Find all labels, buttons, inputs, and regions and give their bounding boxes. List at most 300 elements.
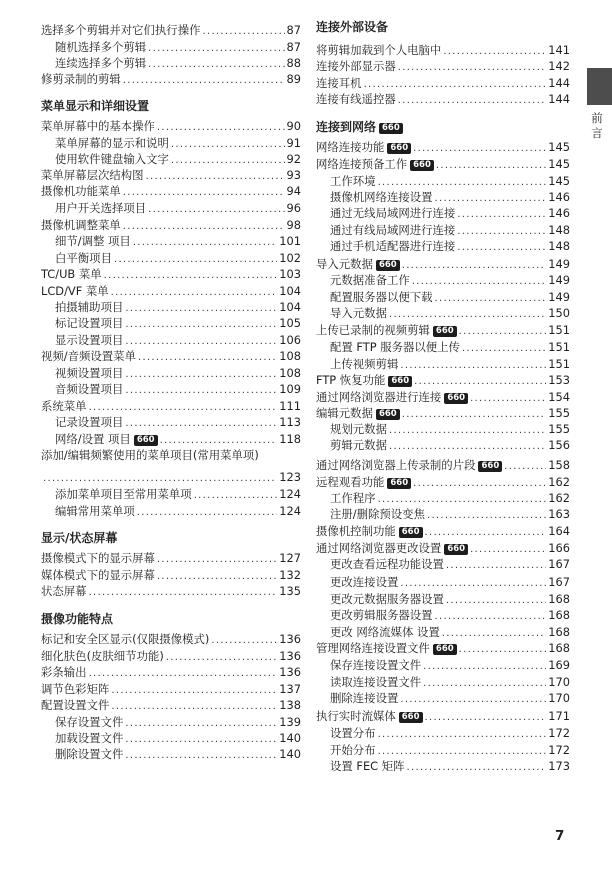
dot-leader <box>43 472 277 485</box>
toc-entry <box>41 167 301 183</box>
dot-leader <box>157 121 285 134</box>
dot-leader <box>146 170 285 183</box>
dot-leader <box>443 45 546 58</box>
dot-leader <box>89 667 278 680</box>
model-badge: 660 <box>387 143 411 154</box>
toc-page-number: 158 <box>548 458 570 472</box>
toc-subentry <box>41 39 301 55</box>
toc-entry-title: 通过网络浏览器更改设置 660 <box>316 541 468 556</box>
toc-entry-title: 通过手机适配器进行连接 <box>330 239 456 253</box>
toc-entry <box>41 550 301 566</box>
toc-page-number: 170 <box>548 675 570 689</box>
toc-subentry <box>41 431 301 447</box>
toc-page-number: 144 <box>548 92 570 106</box>
toc-entry-title: 状态屏幕 <box>41 584 87 598</box>
toc-page-number: 105 <box>279 316 301 330</box>
toc-page-number: 170 <box>548 691 570 705</box>
toc-entry-title: 摄像机功能菜单 <box>41 184 121 198</box>
toc-page-number: 146 <box>548 190 570 204</box>
toc-entry-title: 菜单屏幕层次结构图 <box>41 168 144 182</box>
dot-leader <box>89 401 278 414</box>
dot-leader <box>459 325 547 338</box>
toc-subentry <box>316 624 570 640</box>
toc-page-number: 146 <box>548 206 570 220</box>
dot-leader <box>423 677 546 690</box>
toc-entry <box>316 139 570 155</box>
toc-entry <box>316 389 570 405</box>
toc-entry <box>41 118 301 134</box>
model-badge: 660 <box>134 435 158 446</box>
page-number: 7 <box>555 828 565 844</box>
toc-page-number: 150 <box>548 306 570 320</box>
dot-leader <box>400 693 546 706</box>
toc-entry-title: 显示设置项目 <box>55 333 124 347</box>
toc-page-number: 108 <box>279 349 301 363</box>
toc-page-number: 123 <box>279 470 301 484</box>
toc-page-number: 154 <box>548 390 570 404</box>
toc-page-number: 169 <box>548 658 570 672</box>
toc-entry-title: 执行实时流媒体 660 <box>316 709 423 724</box>
toc-page-number: 173 <box>548 759 570 773</box>
dot-leader <box>504 460 546 473</box>
toc-subentry <box>316 205 570 221</box>
dot-leader <box>194 489 278 502</box>
toc-entry-title: 连接外部显示器 <box>316 59 396 73</box>
toc-subentry <box>316 490 570 506</box>
toc-entry <box>41 681 301 697</box>
toc-subentry <box>316 574 570 590</box>
dot-leader <box>157 570 277 583</box>
dot-leader <box>166 651 277 664</box>
toc-entry-title: 规划元数据 <box>330 422 387 436</box>
toc-page-number: 149 <box>548 257 570 271</box>
toc-page-number: 153 <box>548 373 570 387</box>
toc-page-number: 96 <box>286 201 301 215</box>
model-badge: 660 <box>399 527 423 538</box>
toc-entry <box>316 708 570 724</box>
dot-leader <box>138 351 277 364</box>
toc-subentry <box>316 289 570 305</box>
toc-entry-title: 细化肤色(皮肤细节功能) <box>41 649 164 663</box>
section-heading <box>41 530 301 546</box>
toc-entry-title: 删除设置文件 <box>55 747 124 761</box>
toc-page-number: 140 <box>279 747 301 761</box>
toc-entry-title: 导入元数据 <box>330 306 387 320</box>
toc-subentry <box>316 238 570 254</box>
dot-leader <box>389 424 546 437</box>
toc-entry <box>41 398 301 414</box>
dot-leader <box>425 526 547 539</box>
toc-entry-title: 剪辑元数据 <box>330 438 387 452</box>
toc-entry <box>41 631 301 647</box>
dot-leader <box>148 42 284 55</box>
toc-entry <box>41 664 301 680</box>
dot-leader <box>171 138 285 151</box>
toc-entry-title: 管理网络连接设置文件 660 <box>316 641 457 656</box>
section-heading <box>316 119 570 135</box>
dot-leader <box>400 359 546 372</box>
dot-leader <box>425 711 547 724</box>
model-badge: 660 <box>379 123 403 134</box>
toc-entry-title: 通过网络浏览器进行连接 660 <box>316 390 468 405</box>
toc-page-number: 136 <box>279 632 301 646</box>
dot-leader <box>402 259 547 272</box>
toc-entry-title: 媒体模式下的显示屏幕 <box>41 568 155 582</box>
toc-entry-title: 元数据准备工作 <box>330 273 410 287</box>
toc-page-number: 139 <box>279 715 301 729</box>
toc-page-number: 104 <box>279 284 301 298</box>
toc-page-number: 98 <box>286 218 301 232</box>
dot-leader <box>412 275 547 288</box>
toc-page-number: 171 <box>548 709 570 723</box>
toc-entry <box>316 405 570 421</box>
toc-page-number: 168 <box>548 641 570 655</box>
toc-subentry <box>41 381 301 397</box>
dot-leader <box>470 543 546 556</box>
toc-subentry <box>316 189 570 205</box>
toc-entry-title: 菜单屏幕的显示和说明 <box>55 136 169 150</box>
toc-subentry <box>41 746 301 762</box>
toc-subentry <box>41 233 301 249</box>
toc-entry-title: 开始分布 <box>330 743 376 757</box>
toc-subentry <box>41 503 301 519</box>
section-heading <box>316 19 570 35</box>
toc-page-number: 168 <box>548 625 570 639</box>
toc-page-number: 144 <box>548 76 570 90</box>
toc-page-number: 142 <box>548 59 570 73</box>
toc-subentry <box>41 55 301 71</box>
dot-leader <box>89 586 278 599</box>
toc-entry-title: 通过有线局域网进行连接 <box>330 223 456 237</box>
section-heading-text: 显示/状态屏幕 <box>41 531 118 545</box>
toc-entry-title: 编辑常用菜单项 <box>55 504 135 518</box>
toc-entry-title: 保存连接设置文件 <box>330 658 422 672</box>
toc-entry-title: 记录设置项目 <box>55 415 124 429</box>
toc-entry-title: 摄像模式下的显示屏幕 <box>41 551 155 565</box>
toc-page-number: 111 <box>279 399 301 413</box>
toc-page-number: 118 <box>279 432 301 446</box>
toc-entry-title: 彩条输出 <box>41 665 87 679</box>
toc-page-number: 148 <box>548 223 570 237</box>
toc-entry-title: 读取连接设置文件 <box>330 675 422 689</box>
dot-leader <box>378 493 547 506</box>
toc-page-number: 149 <box>548 290 570 304</box>
toc-entry-title: 更改连接设置 <box>330 575 399 589</box>
toc-entry <box>316 75 570 91</box>
dot-leader <box>123 74 285 87</box>
toc-subentry <box>41 315 301 331</box>
toc-page-number: 93 <box>286 168 301 182</box>
toc-page-number: 141 <box>548 43 570 57</box>
toc-entry-title: 标记和安全区显示(仅限摄像模式) <box>41 632 210 646</box>
toc-subentry <box>316 591 570 607</box>
toc-entry-title: 修剪录制的剪辑 <box>41 72 121 86</box>
dot-leader <box>398 61 547 74</box>
toc-entry-title: 配置 FTP 服务器以便上传 <box>330 340 460 354</box>
toc-entry-title: 视频/音频设置菜单 <box>41 349 136 363</box>
toc-entry <box>41 348 301 364</box>
model-badge: 660 <box>433 326 457 337</box>
toc-page-number: 127 <box>279 551 301 565</box>
toc-page-number: 140 <box>279 731 301 745</box>
toc-entry-title: 保存设置文件 <box>55 715 124 729</box>
toc-entry <box>41 567 301 583</box>
toc-entry-title: 通过无线局域网进行连接 <box>330 206 456 220</box>
toc-entry-title: 用户开关选择项目 <box>55 201 147 215</box>
toc-subentry <box>316 725 570 741</box>
toc-entry-title: 菜单屏幕中的基本操作 <box>41 119 155 133</box>
toc-entry-title: 删除连接设置 <box>330 691 399 705</box>
dot-leader <box>171 154 285 167</box>
toc-entry-title: 使用软件键盘输入文字 <box>55 152 169 166</box>
toc-entry-title: 连接耳机 <box>316 76 362 90</box>
toc-entry <box>316 540 570 556</box>
dot-leader <box>389 308 546 321</box>
dot-leader <box>378 728 547 741</box>
toc-page-number: 166 <box>548 541 570 555</box>
toc-entry-title: 通过网络浏览器上传录制的片段 660 <box>316 458 502 473</box>
toc-entry-title: 细节/调整 项目 <box>55 234 131 248</box>
dot-leader <box>442 627 546 640</box>
toc-page-number: 136 <box>279 649 301 663</box>
toc-subentry <box>316 556 570 572</box>
toc-entry-title: 摄像机网络连接设置 <box>330 190 433 204</box>
toc-subentry <box>41 730 301 746</box>
toc-subentry <box>41 151 301 167</box>
dot-leader <box>148 58 284 71</box>
section-heading-text: 连接外部设备 <box>316 20 389 34</box>
toc-page-number: 167 <box>548 557 570 571</box>
dot-leader <box>462 342 546 355</box>
toc-entry <box>41 583 301 599</box>
toc-page-number: 136 <box>279 665 301 679</box>
dot-leader <box>435 192 547 205</box>
model-badge: 660 <box>433 644 457 655</box>
model-badge: 660 <box>388 376 412 387</box>
model-badge: 660 <box>376 260 400 271</box>
toc-page-number: 172 <box>548 726 570 740</box>
toc-entry <box>41 217 301 233</box>
model-badge: 660 <box>444 393 468 404</box>
toc-subentry <box>41 414 301 430</box>
toc-page-number: 156 <box>548 438 570 452</box>
toc-subentry <box>41 200 301 216</box>
dot-leader <box>125 717 277 730</box>
dot-leader <box>125 302 277 315</box>
toc-page-number: 145 <box>548 157 570 171</box>
dot-leader <box>378 176 547 189</box>
toc-page-number: 149 <box>548 273 570 287</box>
toc-entry-title: 白平衡项目 <box>55 251 112 265</box>
section-label: 前言 <box>591 111 603 140</box>
toc-page-number: 113 <box>279 415 301 429</box>
dot-leader <box>413 142 546 155</box>
toc-page-number: 104 <box>279 300 301 314</box>
toc-entry-title: 拍摄辅助项目 <box>55 300 124 314</box>
toc-entry-title: 加载设置文件 <box>55 731 124 745</box>
dot-leader <box>435 610 547 623</box>
toc-entry-title: 注册/删除预设变焦 <box>330 507 425 521</box>
toc-entry <box>41 697 301 713</box>
toc-page-number: 91 <box>286 136 301 150</box>
toc-page-number: 109 <box>279 382 301 396</box>
dot-leader <box>446 559 546 572</box>
toc-entry <box>316 156 570 172</box>
dot-leader <box>414 375 546 388</box>
toc-page-number: 168 <box>548 592 570 606</box>
model-badge: 660 <box>399 712 423 723</box>
toc-entry-title: 上传视频剪辑 <box>330 357 399 371</box>
toc-entry-title: 随机选择多个剪辑 <box>55 40 147 54</box>
toc-entry-title: 远程观看功能 660 <box>316 475 411 490</box>
toc-entry-title: 更改剪辑服务器设置 <box>330 608 433 622</box>
toc-subentry <box>316 674 570 690</box>
toc-entry-title: 编辑元数据 660 <box>316 406 400 421</box>
toc-subentry <box>41 714 301 730</box>
toc-entry-title: 上传已录制的视频剪辑 660 <box>316 323 457 338</box>
toc-page-number: 155 <box>548 406 570 420</box>
toc-entry-title: 摄像机调整菜单 <box>41 218 121 232</box>
toc-subentry <box>316 437 570 453</box>
toc-subentry <box>316 356 570 372</box>
model-badge: 660 <box>444 544 468 555</box>
dot-leader <box>111 700 277 713</box>
dot-leader <box>125 749 277 762</box>
toc-subentry <box>41 299 301 315</box>
toc-entry-title: FTP 恢复功能 660 <box>316 373 412 388</box>
toc-page-number: 87 <box>286 40 301 54</box>
toc-page-number: 164 <box>548 524 570 538</box>
toc-entry-title: 调节色彩矩阵 <box>41 682 110 696</box>
toc-page-number: 145 <box>548 140 570 154</box>
toc-subentry <box>41 332 301 348</box>
dot-leader <box>436 159 546 172</box>
toc-subentry <box>316 339 570 355</box>
toc-entry <box>316 474 570 490</box>
dot-leader <box>160 434 278 447</box>
toc-page-number: 90 <box>286 119 301 133</box>
dot-leader <box>457 241 546 254</box>
dot-leader <box>435 292 547 305</box>
toc-entry <box>316 322 570 338</box>
model-badge: 660 <box>478 461 502 472</box>
toc-entry <box>316 457 570 473</box>
dot-leader <box>111 684 277 697</box>
toc-subentry <box>316 758 570 774</box>
toc-page-number: 167 <box>548 575 570 589</box>
toc-entry <box>41 183 301 199</box>
toc-entry <box>41 447 301 463</box>
toc-entry-title: 摄像机控制功能 660 <box>316 524 423 539</box>
toc-page-number: 101 <box>279 234 301 248</box>
toc-entry <box>41 283 301 299</box>
toc-page-number: 155 <box>548 422 570 436</box>
dot-leader <box>211 634 277 647</box>
toc-page-number: 145 <box>548 174 570 188</box>
toc-page-number: 151 <box>548 323 570 337</box>
toc-subentry <box>316 607 570 623</box>
toc-subentry <box>316 421 570 437</box>
toc-page-number: 162 <box>548 475 570 489</box>
toc-subentry <box>316 742 570 758</box>
dot-leader <box>402 408 547 421</box>
dot-leader <box>133 236 277 249</box>
section-tab-marker <box>587 68 612 105</box>
toc-page-number: 89 <box>286 72 301 86</box>
section-heading-text: 摄像功能特点 <box>41 612 114 626</box>
toc-entry-title: 网络连接功能 660 <box>316 140 411 155</box>
section-heading-text: 菜单显示和详细设置 <box>41 99 150 113</box>
dot-leader <box>111 286 278 299</box>
toc-entry-title: 网络/设置 项目 660 <box>55 432 158 447</box>
dot-leader <box>446 594 546 607</box>
toc-page-number: 135 <box>279 584 301 598</box>
toc-entry <box>316 91 570 107</box>
toc-subentry <box>41 365 301 381</box>
toc-entry <box>316 256 570 272</box>
toc-page-number: 163 <box>548 507 570 521</box>
dot-leader <box>470 392 546 405</box>
dot-leader <box>157 553 277 566</box>
toc-entry-title: 配置服务器以便下载 <box>330 290 433 304</box>
toc-subentry <box>316 305 570 321</box>
toc-subentry <box>41 250 301 266</box>
toc-page-number: 87 <box>286 23 301 37</box>
dot-leader <box>364 78 547 91</box>
toc-subentry <box>316 657 570 673</box>
dot-leader <box>137 506 278 519</box>
toc-entry-title: 配置设置文件 <box>41 698 110 712</box>
toc-entry-title: TC/UB 菜单 <box>41 267 102 281</box>
dot-leader <box>459 643 547 656</box>
dot-leader <box>400 577 546 590</box>
dot-leader <box>427 509 546 522</box>
section-heading <box>41 611 301 627</box>
toc-page-number: 102 <box>279 251 301 265</box>
toc-entry-title: 系统菜单 <box>41 399 87 413</box>
dot-leader <box>457 208 546 221</box>
toc-entry-title: 添加菜单项目至常用菜单项 <box>55 487 192 501</box>
toc-page-number: 137 <box>279 682 301 696</box>
toc-entry <box>41 266 301 282</box>
model-badge: 660 <box>410 160 434 171</box>
toc-page-number: 108 <box>279 366 301 380</box>
toc-entry <box>316 42 570 58</box>
toc-page-number: 168 <box>548 608 570 622</box>
dot-leader <box>125 384 277 397</box>
dot-leader <box>125 733 277 746</box>
dot-leader <box>413 477 546 490</box>
toc-entry <box>41 71 301 87</box>
toc-page-number: 172 <box>548 743 570 757</box>
dot-leader <box>123 186 285 199</box>
toc-subentry <box>316 506 570 522</box>
toc-page-number: 138 <box>279 698 301 712</box>
dot-leader <box>125 335 277 348</box>
toc-subentry <box>316 173 570 189</box>
toc-page-number: 94 <box>286 184 301 198</box>
toc-entry-title: LCD/VF 菜单 <box>41 284 109 298</box>
toc-entry-title: 连接有线遥控器 <box>316 92 396 106</box>
toc-entry <box>316 58 570 74</box>
toc-subentry <box>316 690 570 706</box>
dot-leader <box>148 203 284 216</box>
toc-page-number: 92 <box>286 152 301 166</box>
toc-subentry <box>316 222 570 238</box>
toc-entry-title: 标记设置项目 <box>55 316 124 330</box>
toc-page-number: 148 <box>548 239 570 253</box>
toc-entry <box>316 372 570 388</box>
